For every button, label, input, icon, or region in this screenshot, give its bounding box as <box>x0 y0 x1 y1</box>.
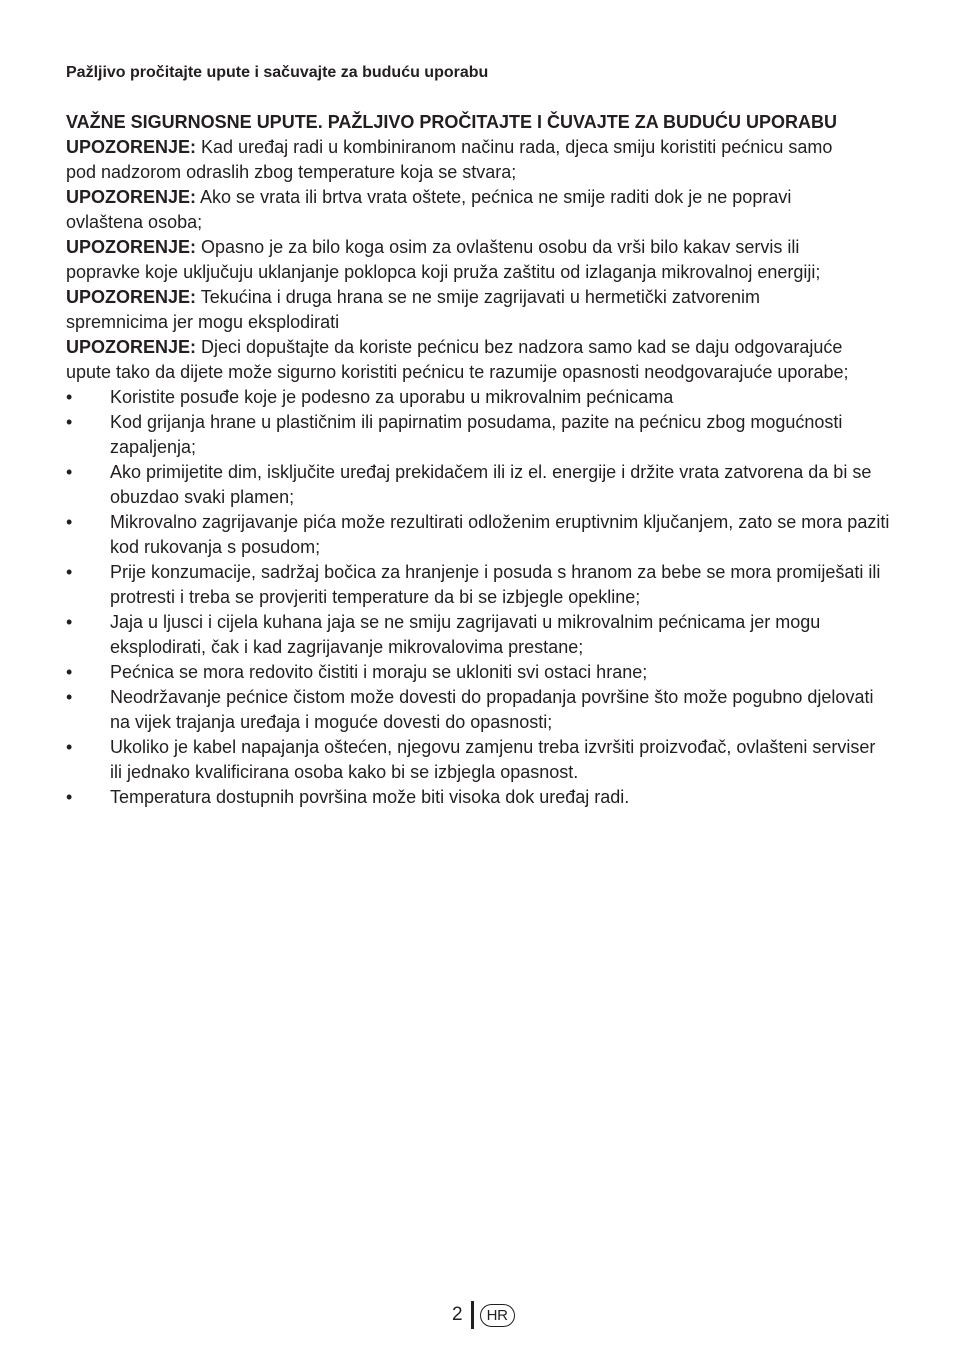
list-item-text: Jaja u ljusci i cijela kuhana jaja se ne smiju zagrijavati u mikrovalnim pećnicama jer mogu eksplodirati, čak i kad zagrijavanje mikrovalovima prestane; <box>110 612 821 657</box>
warning-text: Ako se vrata ili brtva vrata oštete, pećnica ne smije raditi dok je ne popravi ovlaštena osoba; <box>66 187 792 232</box>
bullet-icon: • <box>66 562 73 582</box>
list-item <box>66 410 890 460</box>
warning-text: Tekućina i druga hrana se ne smije zagrijavati u hermetički zatvorenim spremnicima jer mogu eksplodirati <box>66 287 760 332</box>
page-number: 2 <box>452 1304 463 1325</box>
safety-bullet-list <box>66 385 896 810</box>
list-item-text: Temperatura dostupnih površina može biti visoka dok uređaj radi. <box>110 787 630 807</box>
bullet-icon: • <box>66 412 73 432</box>
bullet-icon: • <box>66 387 73 407</box>
bullet-icon: • <box>66 737 73 757</box>
bullet-icon: • <box>66 662 73 682</box>
warning-text: Opasno je za bilo koga osim za ovlaštenu osobu da vrši bilo kakav servis ili popravke koje uključuju uklanjanje poklopca koji pruža zaštitu od izlaganja mikrovalnoj energiji; <box>66 237 821 282</box>
warning-paragraph <box>66 235 866 285</box>
bullet-icon: • <box>66 787 73 807</box>
list-item-text: Prije konzumacije, sadržaj bočica za hranjenje i posuda s hranom za bebe se mora promiješati ili protresti i treba se provjeriti temperature da bi se izbjegle opekline; <box>110 562 881 607</box>
warning-label: UPOZORENJE: <box>66 337 197 357</box>
warning-paragraph <box>66 335 866 385</box>
warning-paragraph <box>66 185 866 235</box>
section-title: VAŽNE SIGURNOSNE UPUTE. PAŽLJIVO PROČITAJTE I ČUVAJTE ZA BUDUĆU UPORABU <box>66 112 838 132</box>
list-item <box>66 510 890 560</box>
list-item-text: Koristite posuđe koje je podesno za uporabu u mikrovalnim pećnicama <box>110 387 674 407</box>
warning-paragraph <box>66 285 866 335</box>
warning-label: UPOZORENJE: <box>66 287 197 307</box>
list-item <box>66 610 890 660</box>
list-item-text: Kod grijanja hrane u plastičnim ili papirnatim posudama, pazite na pećnicu zbog mogućnosti zapaljenja; <box>110 412 843 457</box>
list-item <box>66 385 890 410</box>
list-item <box>66 460 890 510</box>
language-badge: HR <box>480 1304 515 1327</box>
list-item <box>66 685 890 735</box>
warning-label: UPOZORENJE: <box>66 237 197 257</box>
warning-label: UPOZORENJE: <box>66 137 197 157</box>
bullet-icon: • <box>66 512 73 532</box>
intro-heading: Pažljivo pročitajte upute i sačuvajte za buduću uporabu <box>66 64 489 81</box>
bullet-icon: • <box>66 462 73 482</box>
list-item <box>66 660 890 685</box>
bullet-icon: • <box>66 687 73 707</box>
footer-divider <box>471 1301 474 1329</box>
list-item-text: Mikrovalno zagrijavanje pića može rezultirati odloženim eruptivnim ključanjem, zato se mora paziti kod rukovanja s posudom; <box>110 512 890 557</box>
warning-text: Djeci dopuštajte da koriste pećnicu bez nadzora samo kad se daju odgovarajuće upute tako da dijete može sigurno koristiti pećnicu te razumije opasnosti neodgovarajuće uporabe; <box>66 337 849 382</box>
warnings-block <box>66 135 896 385</box>
list-item <box>66 735 890 785</box>
list-item-text: Pećnica se mora redovito čistiti i moraju se ukloniti svi ostaci hrane; <box>110 662 648 682</box>
bullet-icon: • <box>66 612 73 632</box>
page-footer <box>452 1301 515 1329</box>
list-item-text: Ako primijetite dim, isključite uređaj prekidačem ili iz el. energije i držite vrata zatvorena da bi se obuzdao svaki plamen; <box>110 462 872 507</box>
warning-text: Kad uređaj radi u kombiniranom načinu rada, djeca smiju koristiti pećnicu samo pod nadzorom odraslih zbog temperature koja se stvara; <box>66 137 833 182</box>
warning-label: UPOZORENJE: <box>66 187 197 207</box>
list-item <box>66 560 890 610</box>
warning-paragraph <box>66 135 866 185</box>
list-item-text: Neodržavanje pećnice čistom može dovesti do propadanja površine što može pogubno djelovati na vijek trajanja uređaja i moguće dovesti do opasnosti; <box>110 687 874 732</box>
list-item-text: Ukoliko je kabel napajanja oštećen, njegovu zamjenu treba izvršiti proizvođač, ovlašteni serviser ili jednako kvalificirana osoba kako bi se izbjegla opasnost. <box>110 737 876 782</box>
list-item <box>66 785 890 810</box>
document-page <box>66 62 896 810</box>
